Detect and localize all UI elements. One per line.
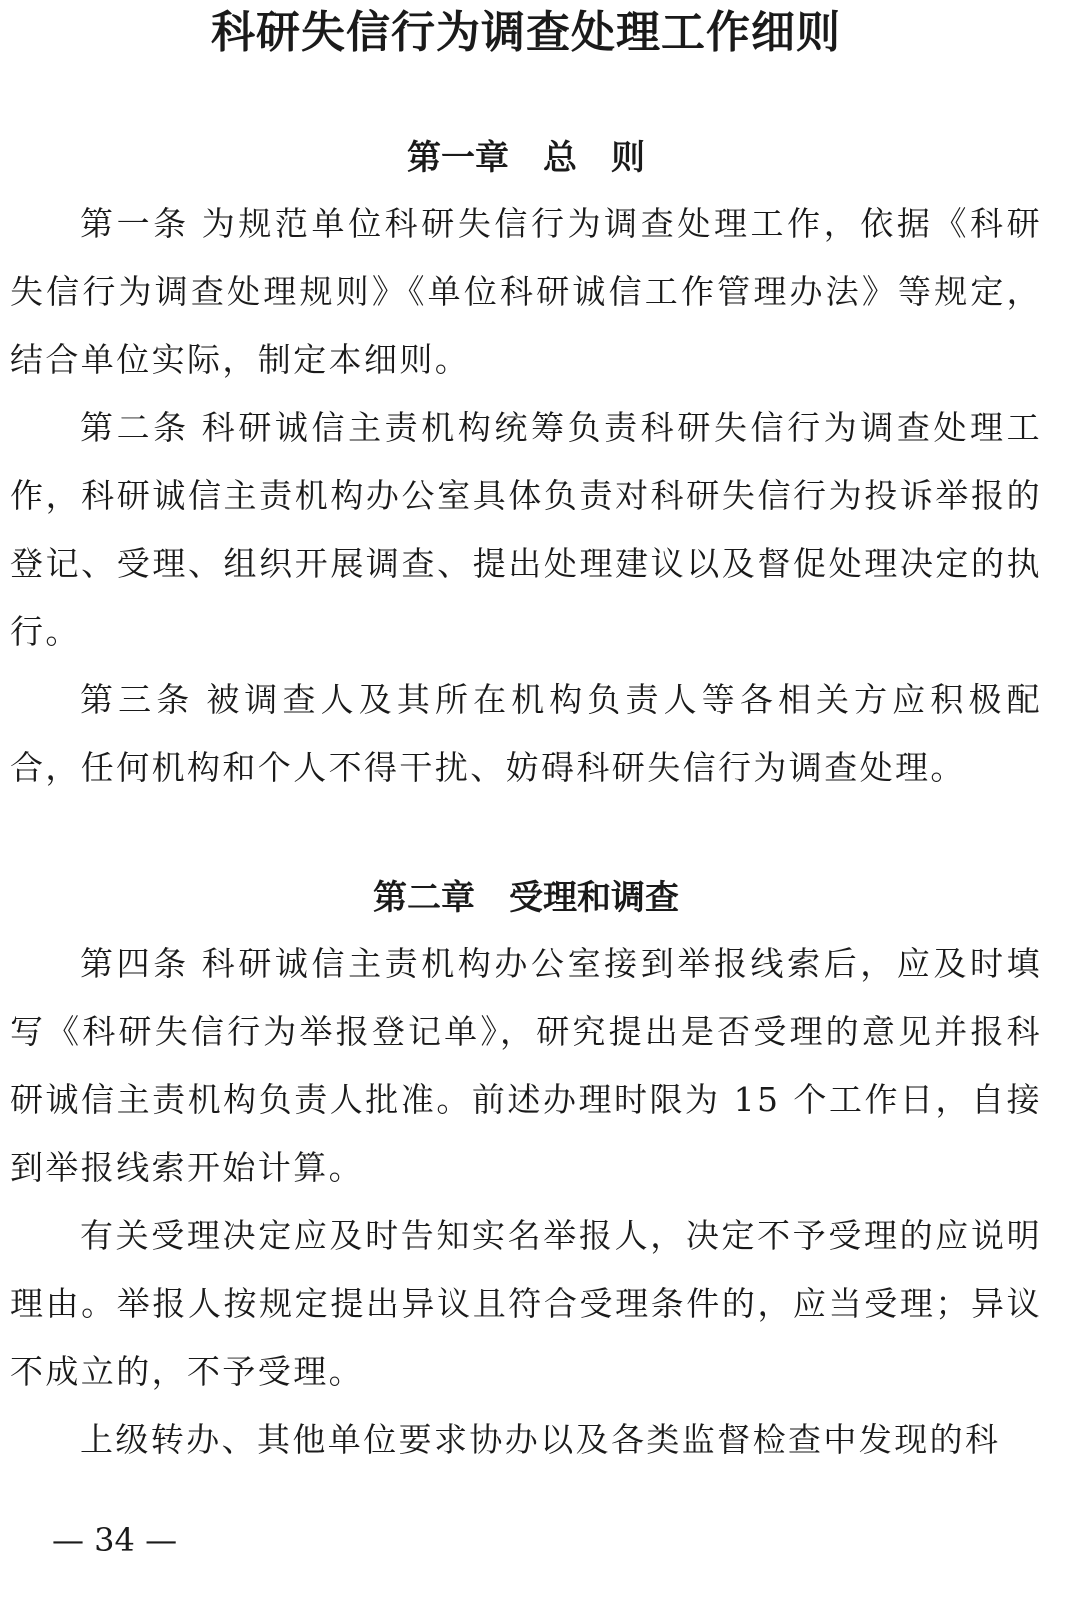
chapter-heading [10,866,1042,930]
body-paragraph [10,1406,1042,1474]
article-text: 科研诚信主责机构办公室接到举报线索后，应及时填写《科研失信行为举报登记单》，研究提出是否受理的意见并报科研诚信主责机构负责人批准。前述办理时限为 15 个工作日，自接到举报线索开始计算。 [10,944,1043,1187]
body-paragraph [10,1202,1042,1406]
article-label: 第三条 [80,680,195,719]
article-paragraph [10,394,1042,666]
chapter-name: 总 则 [543,138,645,178]
article-label: 第一条 [80,204,190,243]
article-text: 被调查人及其所在机构负责人等各相关方应积极配合，任何机构和个人不得干扰、妨碍科研失信行为调查处理。 [10,680,1042,787]
article-text: 科研诚信主责机构统筹负责科研失信行为调查处理工作，科研诚信主责机构办公室具体负责对科研失信行为投诉举报的登记、受理、组织开展调查、提出处理建议以及督促处理决定的执行。 [10,408,1043,651]
article-text: 为规范单位科研失信行为调查处理工作，依据《科研失信行为调查处理规则》《单位科研诚信工作管理办法》等规定，结合单位实际，制定本细则。 [10,204,1043,379]
document-title: 科研失信行为调查处理工作细则 [211,7,841,58]
article-paragraph [10,930,1042,1202]
article-label: 第四条 [80,944,190,983]
paragraph-text: 上级转办、其他单位要求协办以及各类监督检查中发现的科 [80,1420,1001,1459]
article-paragraph [10,666,1042,802]
chapter-label: 第一章 [407,138,509,178]
chapter-label: 第二章 [373,878,475,918]
paragraph-text: 有关受理决定应及时告知实名举报人，决定不予受理的应说明理由。举报人按规定提出异议且符合受理条件的，应当受理；异议不成立的，不予受理。 [10,1216,1042,1391]
chapter-name: 受理和调查 [509,878,679,918]
chapter-heading [10,126,1042,190]
page-number: — 34 — [52,1521,178,1559]
article-label: 第二条 [80,408,190,447]
article-paragraph [10,190,1042,394]
